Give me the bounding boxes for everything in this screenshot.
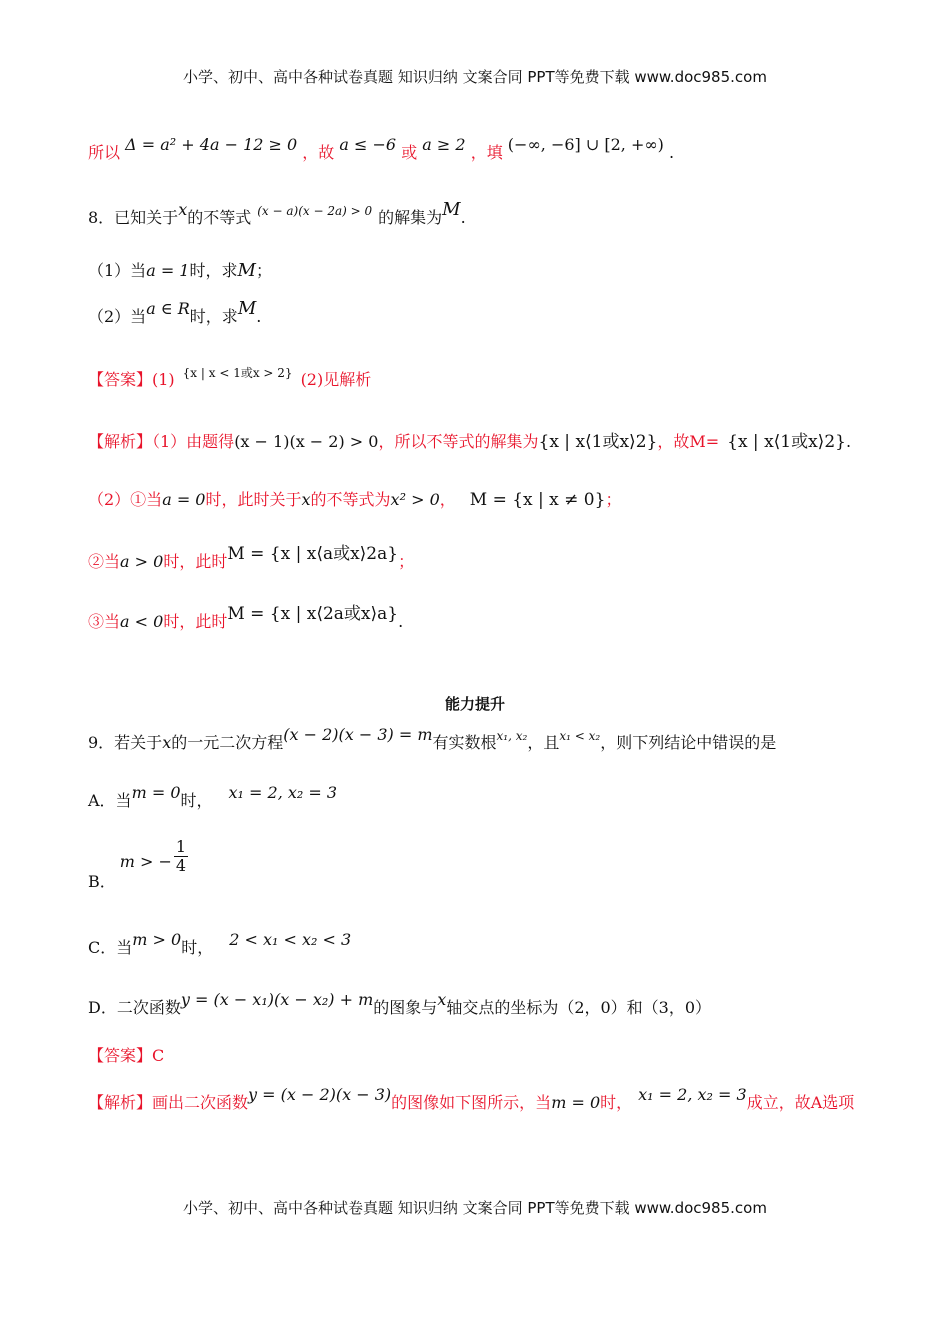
section-title: 能力提升 [444, 695, 505, 713]
q8-part2-M: M [237, 298, 257, 319]
q8-set-M: M [442, 199, 461, 220]
q8-case1-x: x [301, 490, 311, 509]
q9-option-d [88, 990, 712, 1018]
q8-part2-c: . [256, 307, 262, 326]
q9-sol-a: 【解析】画出二次函数 [88, 1093, 249, 1112]
prev-cond-1: a ≤ −6 [339, 135, 397, 154]
q9-stem-b: 的一元二次方程 [171, 733, 284, 752]
q8-case1-ineq: x² > 0 [390, 490, 440, 509]
q9-b-label: B． [88, 872, 116, 891]
q8-case1-a: （2）①当 [88, 490, 163, 509]
q8-answer [88, 367, 371, 390]
q9-option-a [88, 783, 338, 811]
q9-sol-function: y = (x − 2)(x − 3) [248, 1085, 392, 1104]
q9-c-label: C．当 [88, 938, 133, 957]
q8-case-3 [88, 604, 404, 632]
q8-case3-c: . [398, 612, 404, 631]
q8-sol-set-1: {x | x⟨1或x⟩2} [538, 432, 658, 452]
q8-answer-label: 【答案】(1) [88, 370, 175, 389]
q9-b-fraction [174, 838, 188, 875]
q8-var-x: x [178, 200, 188, 219]
q9-sol-b: 的图像如下图所示，当 [391, 1093, 552, 1112]
q9-roots: x₁, x₂ [496, 729, 528, 743]
prev-interval: (−∞, −6] ∪ [2, +∞) [507, 135, 664, 154]
q9-d-c: 轴交点的坐标为（2，0）和（3，0） [446, 998, 712, 1017]
q9-option-c [88, 930, 352, 958]
q8-case-1 [88, 487, 621, 510]
prev-text-2: ，故 [302, 143, 335, 162]
q8-stem-c: 的解集为 [378, 208, 443, 227]
q9-stem-d: ，且 [527, 733, 560, 752]
q8-stem [88, 199, 466, 228]
q8-case2-a: ②当 [88, 552, 121, 571]
q8-part2-a: （2）当 [88, 307, 147, 326]
q9-stem [88, 725, 777, 753]
q9-option-b [88, 837, 188, 891]
q9-sol-d: 成立，故A选项 [746, 1093, 855, 1112]
q8-case3-cond: a < 0 [120, 612, 164, 631]
q8-solution-1 [88, 427, 851, 452]
prev-text-3: 或 [401, 143, 418, 162]
q8-sol-label: 【解析】（1）由题得 [88, 432, 235, 451]
q8-answer-part2: (2)见解析 [300, 370, 372, 389]
q8-case2-c: ； [398, 552, 415, 571]
q8-stem-a: 8．已知关于 [88, 208, 179, 227]
q9-a-b: 时， [180, 791, 213, 810]
q8-sol-ineq: (x − 1)(x − 2) > 0 [234, 432, 379, 451]
q8-inequality: (x − a)(x − 2a) > 0 [257, 204, 373, 218]
q8-part1-c: ； [255, 261, 272, 280]
q8-sol-text-3: . [845, 432, 852, 451]
q9-answer: 【答案】C [88, 1046, 165, 1065]
q9-c-b: 时， [181, 938, 214, 957]
q9-sol-c: 时， [600, 1093, 633, 1112]
q9-sol-cond: m = 0 [551, 1093, 601, 1112]
q9-b-numerator: 1 [175, 837, 187, 856]
prev-text-4: ，填 [470, 143, 503, 162]
q9-solution [88, 1085, 855, 1113]
q8-case1-set: M = {x | x ≠ 0} [469, 490, 606, 510]
q8-part1-cond: a = 1 [146, 261, 190, 280]
q9-d-b: 的图象与 [373, 998, 438, 1017]
q9-stem-e: ，则下列结论中错误的是 [600, 733, 777, 752]
q9-a-label: A．当 [88, 791, 132, 810]
prev-discriminant: Δ = a² + 4a − 12 ≥ 0 [125, 135, 298, 154]
page-header: 小学、初中、高中各种试卷真题 知识归纳 文案合同 PPT等免费下载 www.doc985.com [183, 68, 767, 86]
q8-part2-b: 时，求 [189, 307, 238, 326]
q9-d-function: y = (x − x₁)(x − x₂) + m [180, 990, 374, 1009]
q8-part1-M: M [237, 260, 256, 281]
q8-case3-set: M = {x | x⟨2a或x⟩a} [227, 604, 399, 624]
q8-case2-b: 时，此时 [163, 552, 228, 571]
q8-case2-cond: a > 0 [120, 552, 164, 571]
q8-case1-b: 时，此时关于 [205, 490, 302, 509]
q8-sol-text-1: ，所以不等式的解集为 [378, 432, 539, 451]
q8-part2 [88, 298, 262, 327]
prev-text-1: 所以 [88, 143, 121, 162]
q8-case3-a: ③当 [88, 612, 121, 631]
prev-text-5: . [669, 143, 675, 162]
q9-order: x₁ < x₂ [559, 729, 601, 743]
q8-part2-cond: a ∈ R [146, 299, 190, 318]
q9-sol-roots: x₁ = 2, x₂ = 3 [638, 1085, 747, 1104]
q8-part1 [88, 258, 272, 281]
q9-b-cond: m > − [119, 852, 172, 871]
q9-d-x: x [437, 990, 447, 1009]
page-footer: 小学、初中、高中各种试卷真题 知识归纳 文案合同 PPT等免费下载 www.doc985.com [183, 1199, 767, 1217]
q8-stem-b: 的不等式 [187, 208, 252, 227]
q9-c-range: 2 < x₁ < x₂ < 3 [229, 930, 352, 949]
q8-case3-b: 时，此时 [163, 612, 228, 631]
q8-case-2 [88, 544, 415, 572]
q9-var-x: x [162, 733, 172, 752]
q8-part1-a: （1）当 [88, 261, 147, 280]
q8-case2-set: M = {x | x⟨a或x⟩2a} [227, 544, 399, 564]
q9-d-label: D．二次函数 [88, 998, 181, 1017]
q8-case1-d: ， [439, 490, 456, 509]
q8-case1-e: ； [605, 490, 622, 509]
prev-solution-line [88, 135, 675, 163]
q8-stem-d: . [460, 208, 466, 227]
q9-stem-c: 有实数根 [432, 733, 497, 752]
q9-c-cond: m > 0 [132, 930, 182, 949]
prev-cond-2: a ≥ 2 [422, 135, 466, 154]
q8-sol-set-2: {x | x⟨1或x⟩2} [727, 432, 846, 452]
q9-stem-a: 9．若关于 [88, 733, 163, 752]
q8-answer-set: {x | x < 1或x > 2} [182, 366, 293, 380]
q8-part1-b: 时，求 [189, 261, 238, 280]
q9-a-roots: x₁ = 2, x₂ = 3 [228, 783, 338, 802]
q8-case1-c: 的不等式为 [310, 490, 391, 509]
q9-equation: (x − 2)(x − 3) = m [283, 725, 433, 744]
q9-b-denominator: 4 [175, 856, 187, 875]
q8-sol-text-2: ，故M= [657, 432, 720, 451]
q8-case1-cond: a = 0 [162, 490, 206, 509]
q9-a-cond: m = 0 [131, 783, 181, 802]
